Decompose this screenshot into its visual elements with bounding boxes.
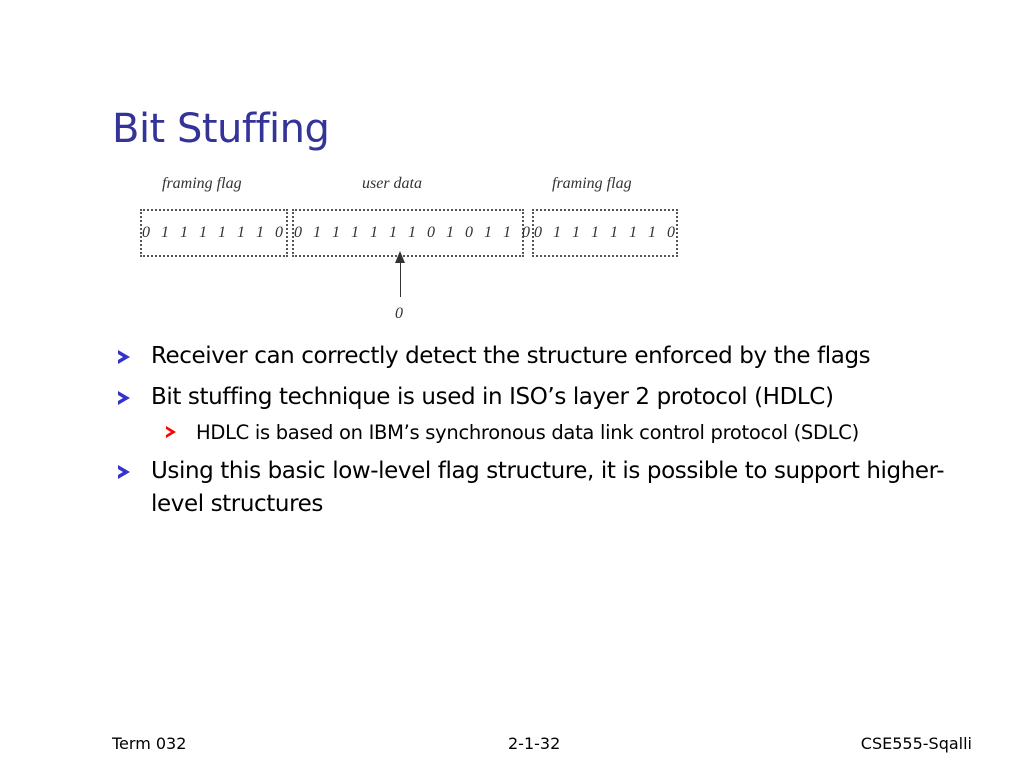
footer-course: CSE555-Sqalli <box>860 734 972 753</box>
footer-term: Term 032 <box>112 734 187 753</box>
bullet-list <box>110 340 990 529</box>
bit-stuffing-diagram <box>140 175 685 325</box>
sub-bullet-text: HDLC is based on IBM’s synchronous data link control protocol (SDLC) <box>196 421 859 444</box>
diagram-label-user-data: user data <box>362 175 422 192</box>
frame-field-flag-right <box>532 209 678 257</box>
bullet-item <box>110 381 990 414</box>
slide-title: Bit Stuffing <box>112 106 330 152</box>
stuffed-bit-label: 0 <box>395 305 403 322</box>
bullet-text: Receiver can correctly detect the structure enforced by the flags <box>151 343 871 369</box>
bullet-item <box>110 455 990 521</box>
arrow-bullet-icon <box>166 426 176 438</box>
bullet-item <box>110 340 990 373</box>
footer-slide-number: 2-1-32 <box>508 734 561 753</box>
sub-bullet-item <box>110 418 990 447</box>
arrow-bullet-icon <box>118 391 130 405</box>
frame-field-flag-left <box>140 209 288 257</box>
frame-field-user-data <box>292 209 534 257</box>
user-data-bits: 0 1 1 1 1 1 1 0 1 0 1 1 0 <box>294 224 534 241</box>
arrow-bullet-icon <box>118 350 130 364</box>
bullet-text: Bit stuffing technique is used in ISO’s layer 2 protocol (HDLC) <box>151 384 834 410</box>
diagram-label-framing-flag-left: framing flag <box>162 175 242 192</box>
bullet-text: Using this basic low-level flag structure, it is possible to support higher-level structures <box>151 458 945 517</box>
flag-bits-left: 0 1 1 1 1 1 1 0 <box>142 224 287 241</box>
flag-bits-right: 0 1 1 1 1 1 1 0 <box>534 224 679 241</box>
arrow-bullet-icon <box>118 465 130 479</box>
diagram-label-framing-flag-right: framing flag <box>552 175 632 192</box>
stuffed-bit-arrow <box>400 259 401 297</box>
